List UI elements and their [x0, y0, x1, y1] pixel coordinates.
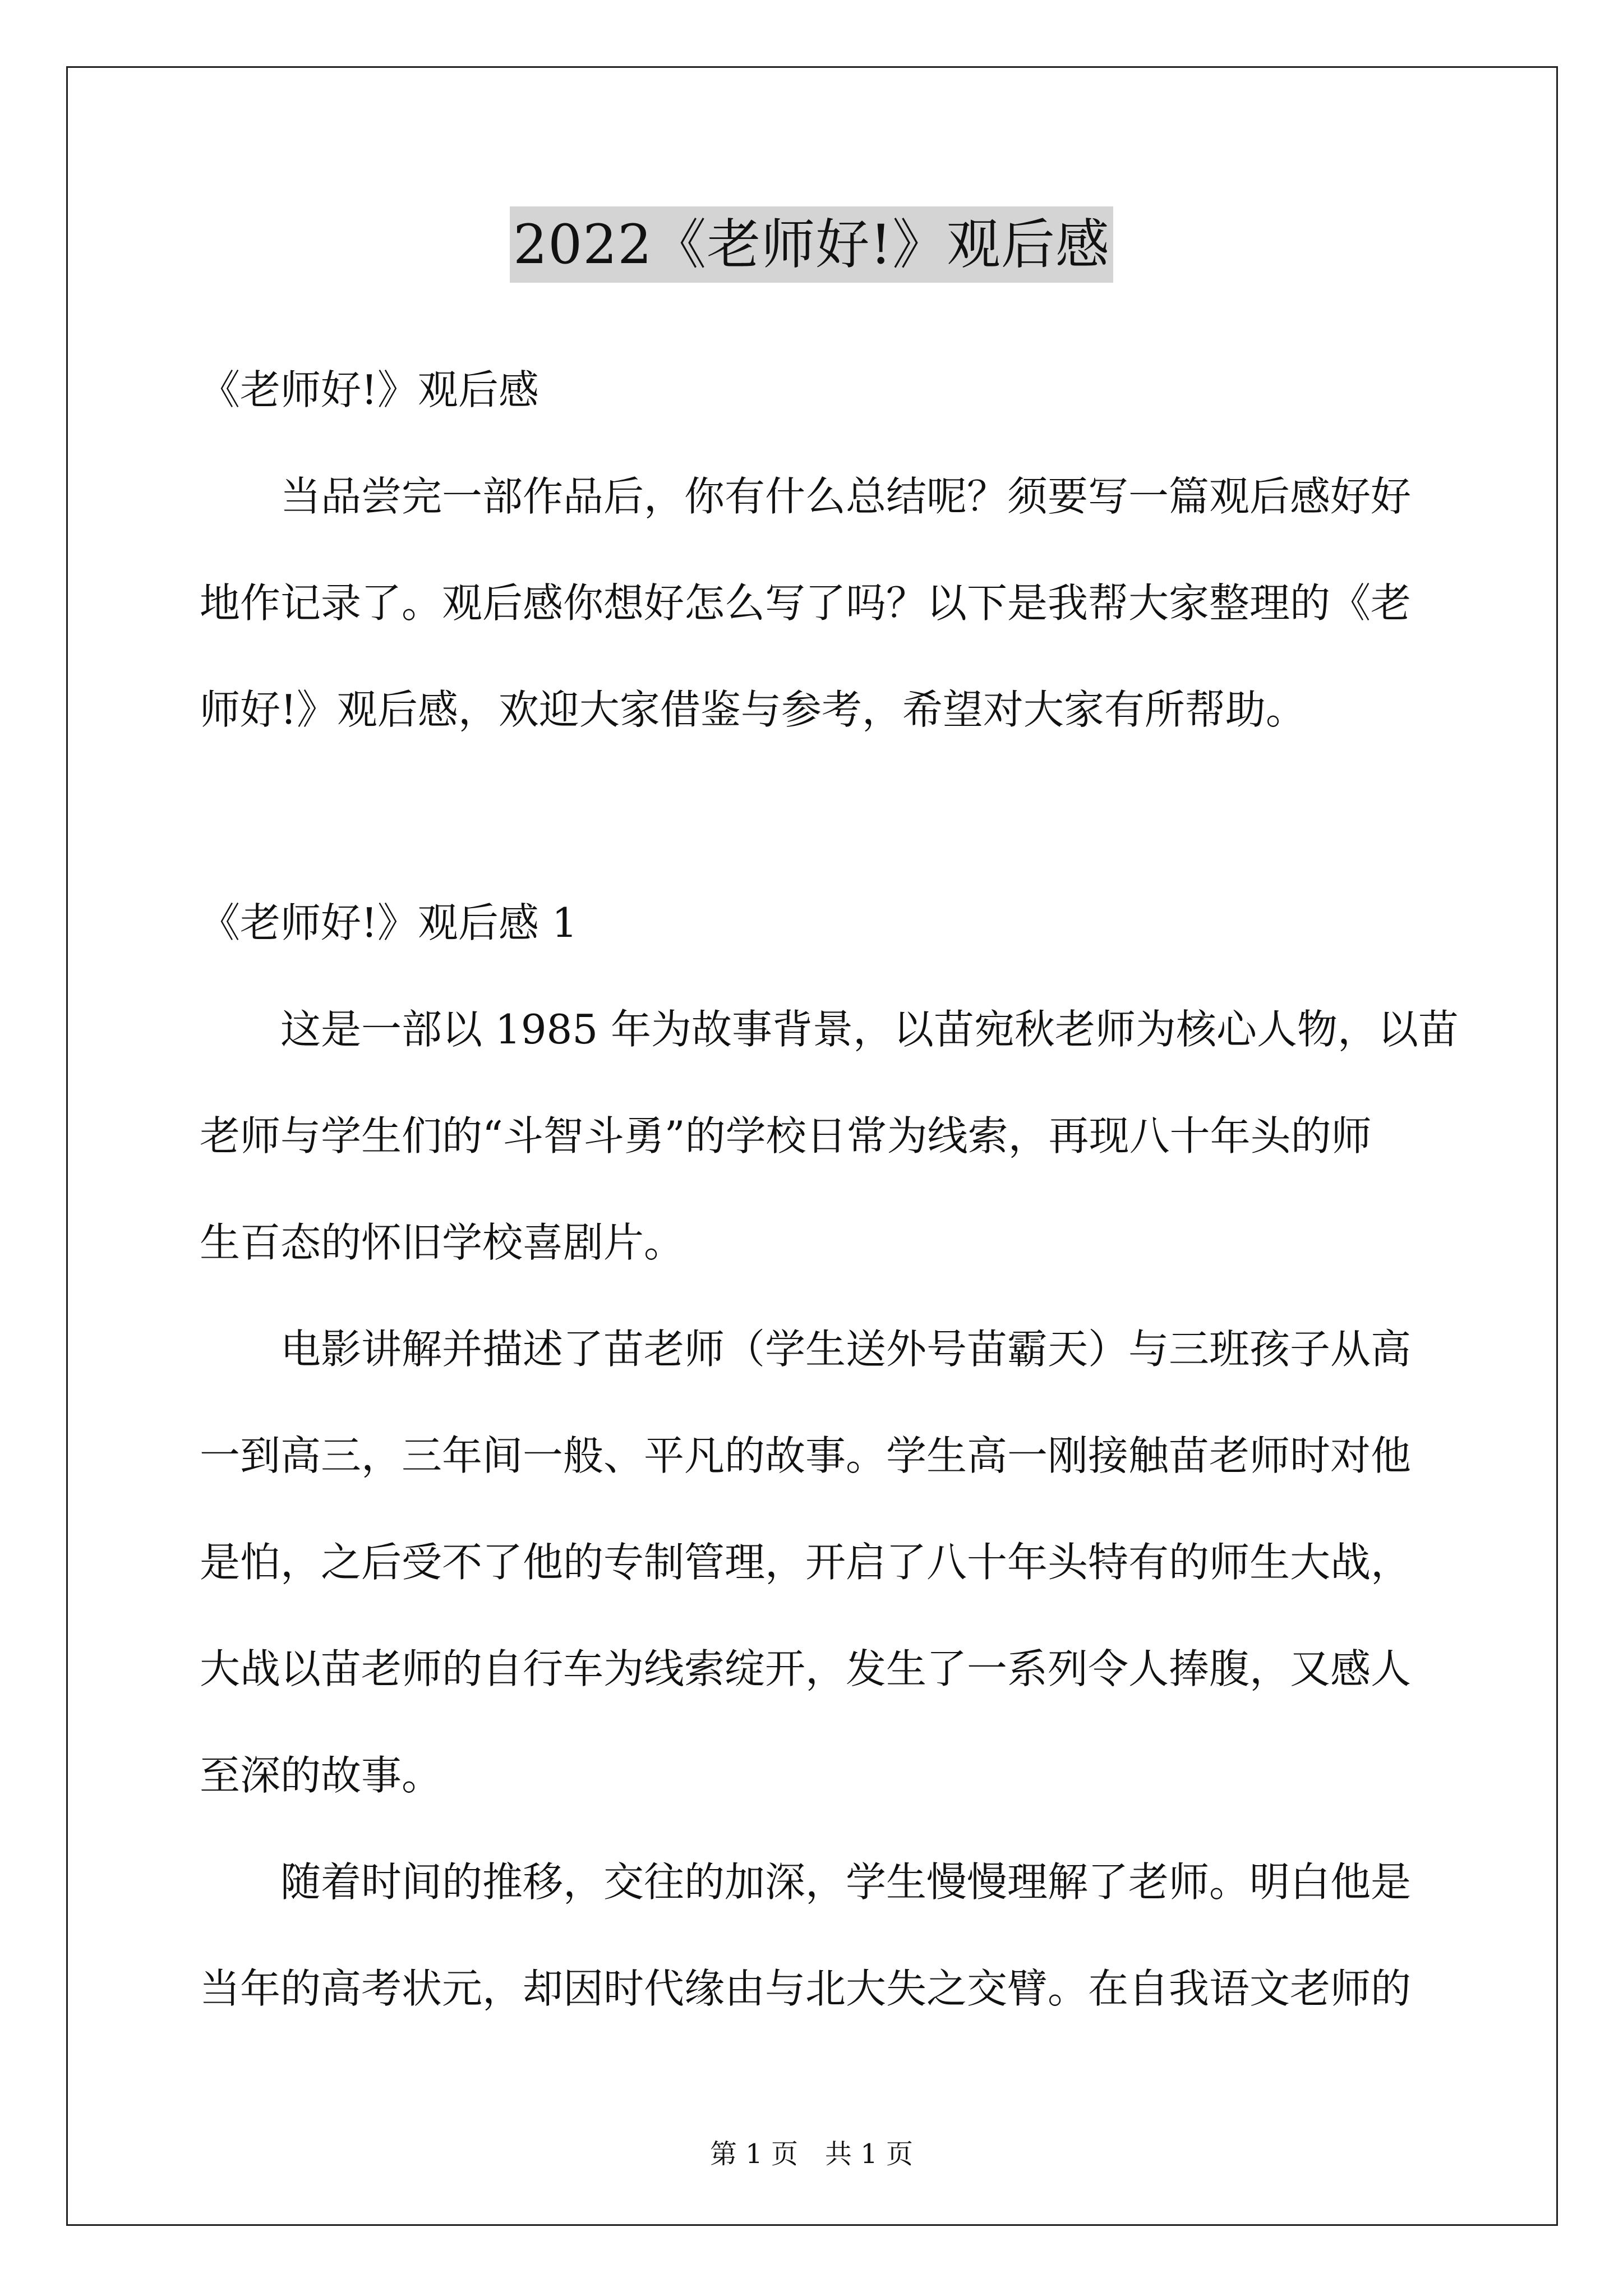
paragraph-line: 随着时间的推移，交往的加深，学生慢慢理解了老师。明白他是 [280, 1858, 1412, 1906]
paragraph-line: 至深的故事。 [200, 1752, 442, 1799]
section-spacer [200, 763, 1433, 869]
paragraph-line: 大战以苗老师的自行车为线索绽开，发生了一系列令人捧腹，又感人 [200, 1645, 1412, 1692]
section1-heading: 《老师好!》观后感 1 [200, 899, 578, 946]
paragraph-line: 这是一部以 1985 年为故事背景，以苗宛秋老师为核心人物，以苗 [280, 1006, 1459, 1053]
paragraph-line: 当年的高考状元，却因时代缘由与北大失之交臂。在自我语文老师的 [200, 1965, 1412, 2012]
intro-heading: 《老师好!》观后感 [200, 366, 539, 413]
section1-paragraph-1 [200, 976, 1459, 1296]
section1-paragraph-3 [200, 1829, 1433, 2042]
intro-paragraph [200, 443, 1433, 763]
paragraph-line: 生百态的怀旧学校喜剧片。 [200, 1219, 685, 1266]
page-number: 第 1 页 [709, 2138, 798, 2170]
paragraph-line: 老师与学生们的“斗智斗勇”的学校日常为线索，再现八十年头的师 [200, 1112, 1372, 1159]
paragraph-line: 一到高三，三年间一般、平凡的故事。学生高一刚接触苗老师时对他 [200, 1432, 1412, 1479]
page-footer [0, 2137, 1623, 2171]
section1-paragraph-2 [200, 1296, 1433, 1829]
document-title: 2022《老师好!》观后感 [510, 206, 1113, 283]
paragraph-line: 电影讲解并描述了苗老师（学生送外号苗霸天）与三班孩子从高 [280, 1326, 1412, 1373]
title-wrap [0, 206, 1623, 283]
paragraph-line: 是怕，之后受不了他的专制管理，开启了八十年头特有的师生大战， [200, 1539, 1412, 1586]
document-body [200, 337, 1459, 2042]
paragraph-line: 当品尝完一部作品后，你有什么总结呢？须要写一篇观后感好好 [280, 473, 1412, 520]
paragraph-line: 地作记录了。观后感你想好怎么写了吗？以下是我帮大家整理的《老 [200, 579, 1412, 627]
page-total: 共 1 页 [825, 2138, 914, 2170]
paragraph-line: 师好!》观后感，欢迎大家借鉴与参考，希望对大家有所帮助。 [200, 686, 1306, 733]
